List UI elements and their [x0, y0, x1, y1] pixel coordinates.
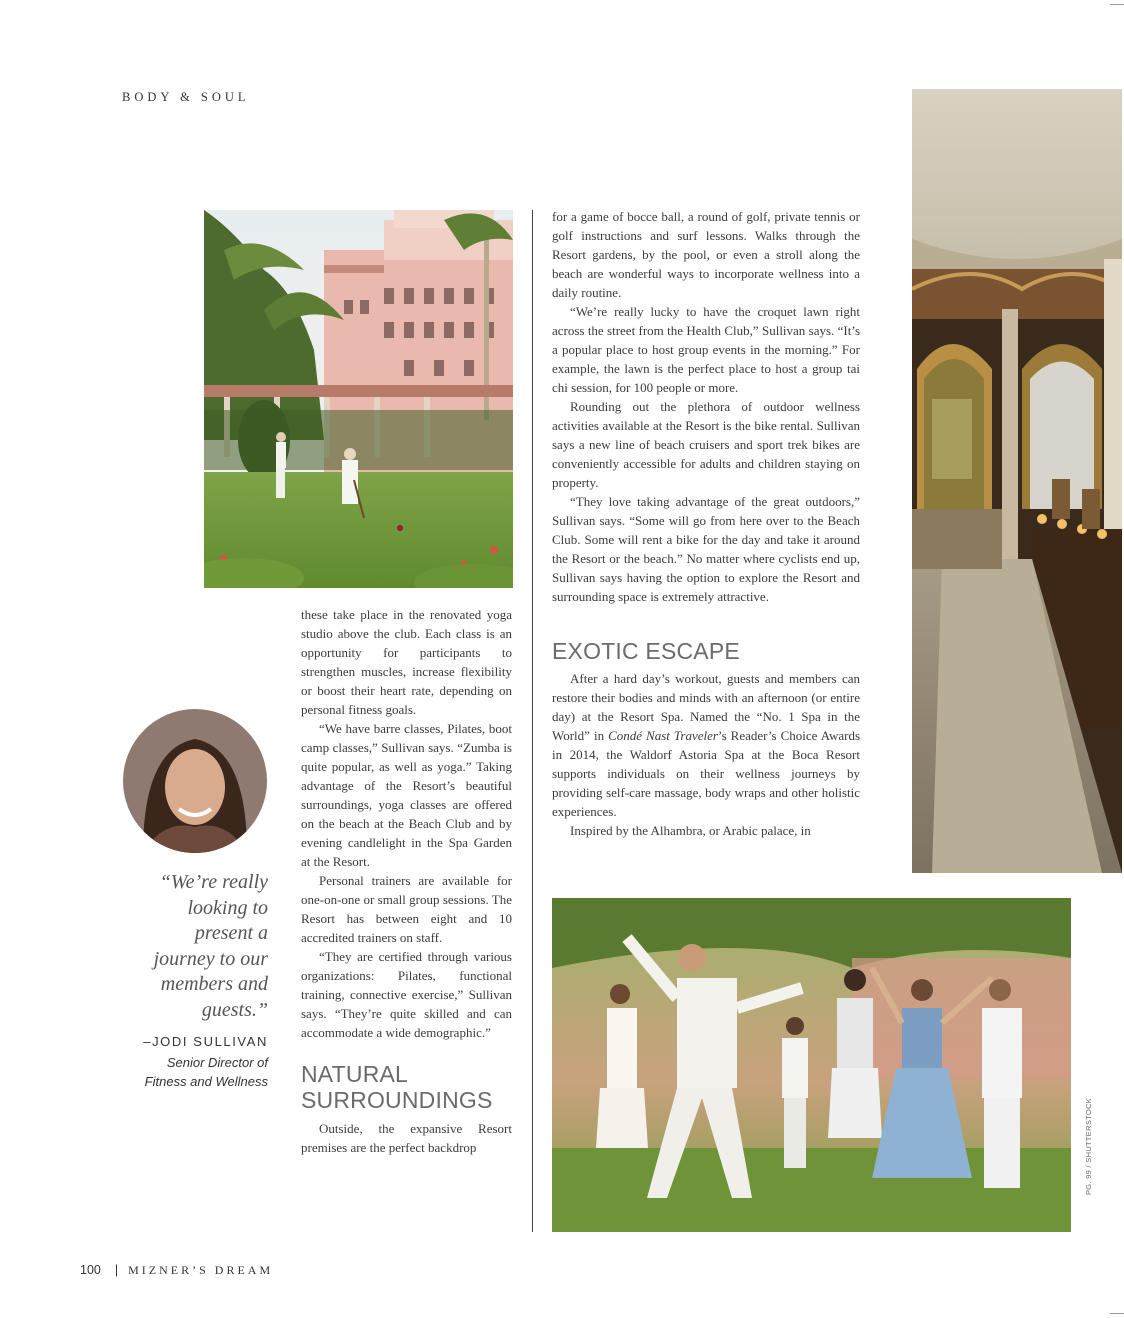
title-line: Fitness and Wellness: [144, 1074, 268, 1089]
quote-line: journey to our: [153, 947, 268, 970]
quote-line: present a: [194, 922, 268, 944]
paragraph: “They love taking advantage of the great outdoors,” Sullivan says. “Some will go from here over to the Beach Club. Some will rent a bike for the day and take it around the Resort or the beach.” No matter where cyclists end up, Sullivan says having the option to explore the Resort and surrounding space is extremely attractive.: [552, 494, 860, 604]
section-heading: EXOTIC ESCAPE: [552, 638, 740, 664]
body-column-2: [552, 207, 860, 840]
crop-mark-bottom: [1110, 1313, 1124, 1314]
paragraph: Rounding out the plethora of outdoor wellness activities available at the Resort is the bike rental. Sullivan says a new line of beach cruisers and sport trek bikes are conveniently accessible for adults and children staying on property.: [552, 399, 860, 490]
paragraph: “We’re really lucky to have the croquet lawn right across the street from the Health Club,” Sullivan says. “It’s a popular place to host group events in the morning.” For example, the lawn is the perfect place to host a group tai chi session, for 100 people or more.: [552, 304, 860, 395]
paragraph: Inspired by the Alhambra, or Arabic palace, in: [570, 823, 811, 838]
spa-interior-photo: [912, 89, 1122, 873]
paragraph: Personal trainers are available for one-on-one or small group sessions. The Resort has between eight and 10 accredited trainers on staff.: [301, 873, 512, 945]
quote-line: looking to: [187, 896, 268, 919]
column-rule: [532, 210, 533, 1232]
paragraph: these take place in the renovated yoga studio above the club. Each class is an opportunity for participants to strengthen muscles, increase flexibility or boost their heart rate, depending on personal fitness goals.: [301, 607, 512, 717]
heading-line: SURROUNDINGS: [301, 1087, 493, 1113]
section-heading: [301, 1061, 512, 1113]
photo-credit: PG. 99 / SHUTTERSTOCK: [1084, 1097, 1093, 1195]
heading-line: NATURAL: [301, 1061, 409, 1087]
title-line: Senior Director of: [166, 1055, 268, 1070]
paragraph: for a game of bocce ball, a round of golf, private tennis or golf instructions and surf lessons. Walks through the Resort gardens, by the pool, or even a stroll along the beach are wonderful ways to incorporate wellness into a daily routine.: [552, 209, 860, 300]
paragraph: “They are certified through various organizations: Pilates, functional training, connective exercise,” Sullivan says. “They’re quite skilled and can accommodate a wide demographic.”: [301, 949, 512, 1040]
publication-title: Condé Nast Traveler: [608, 728, 718, 743]
paragraph: “We have barre classes, Pilates, boot camp classes,” Sullivan says. “Zumba is quite popular, as well as yoga.” Taking advantage of the Resort’s beautiful surroundings, yoga classes are offered on the beach at the Beach Club and by evening candlelight in the Spa Garden at the Resort.: [301, 721, 512, 869]
quote-attribution-title: [110, 1053, 268, 1091]
body-column-1: [301, 605, 512, 1157]
crop-mark-top: [1110, 4, 1124, 5]
folio-separator: |: [114, 1263, 119, 1277]
text-run: After a hard day’s workout, guests and members can restore their bodies and minds with an afternoon (or entire day) at the Resort Spa. Named the “No. 1 Spa in the World” in: [552, 671, 860, 743]
magazine-title: MIZNER’S DREAM: [128, 1263, 274, 1277]
folio: [80, 1263, 273, 1278]
tai-chi-class-photo: [552, 898, 1071, 1232]
croquet-lawn-photo: [204, 210, 513, 588]
text-run: ’s Reader’s Choice Awards in 2014, the Waldorf Astoria Spa at the Boca Resort supports individuals on their wellness journeys by providing self-care massage, body wraps and other holistic experiences.: [552, 728, 860, 819]
paragraph: Outside, the expansive Resort premises are the perfect backdrop: [301, 1121, 512, 1155]
pull-quote: [118, 870, 268, 1023]
section-label: BODY & SOUL: [122, 90, 250, 104]
quote-line: guests.”: [201, 998, 268, 1021]
paragraph: [552, 669, 860, 821]
portrait-photo: [123, 709, 267, 853]
quote-attribution-name: –JODI SULLIVAN: [143, 1034, 268, 1049]
quote-line: “We’re really: [159, 871, 268, 893]
page-number: 100: [80, 1263, 101, 1277]
quote-line: members and: [160, 973, 268, 995]
